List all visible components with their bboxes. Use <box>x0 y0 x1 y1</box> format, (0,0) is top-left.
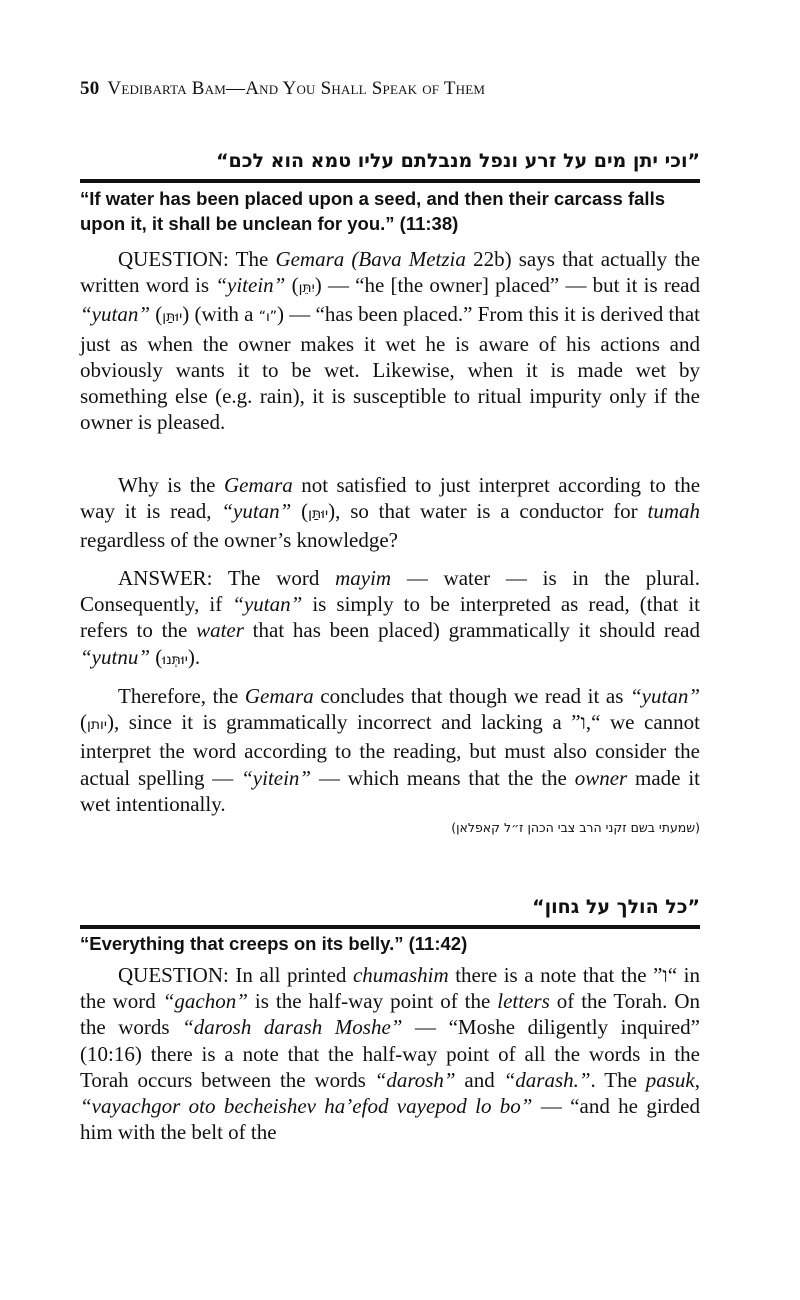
question-paragraph: QUESTION: In all printed chumashim there is a note that the ”ו“ in the word “gachon” is the half-way point of the letters of the Torah. On the words “darosh darash Moshe” — “Moshe diligently inquired” (10:16) there is a note that the half-way point of all the words in the Torah occurs between the words “darosh” and “darash.”. The pasuk, “vayachgor oto becheishev ha’efod vayepod lo bo” — “and he girded him with the belt of the <box>80 963 701 1145</box>
conclusion-paragraph: Therefore, the Gemara concludes that though we read it as “yutan” (יותן), since it is grammatically incorrect and lacking a ”ו,“ we cannot interpret the word according to the reading, but must also consider the actual spelling — “yitein” — which means that the the owner made it wet intentionally. <box>80 684 700 816</box>
book-title: Vedibarta Bam—And You Shall Speak of Them <box>107 78 486 99</box>
section-divider <box>80 925 700 929</box>
answer-paragraph: ANSWER: The word mayim — water — is in the plural. Consequently, if “yutan” is simply to be interpreted as read, (that it refers to the water that has been placed) grammatically it should read “yutnu” (יוּתְּנוּ). <box>80 566 700 669</box>
source-attribution: (שמעתי בשם זקני הרב צבי הכהן ז״ל קאפלאן) <box>451 820 700 835</box>
running-head <box>80 78 700 100</box>
page-number: 50 <box>80 78 100 99</box>
verse-translation: “If water has been placed upon a seed, and then their carcass falls upon it, it shall be unclean for you.” (11:38) <box>80 188 665 234</box>
hebrew-verse-heading: ”וכי יתן מים על זרע ונפל מנבלתם עליו טמא הוא לכם“ <box>216 150 700 172</box>
section-divider <box>80 179 700 183</box>
hebrew-verse-heading: ”כל הולך על גחון“ <box>532 896 700 918</box>
question-paragraph: QUESTION: The Gemara (Bava Metzia 22b) says that actually the written word is “yitein” (יִתֵּן) — “he [the owner] placed” — but it is read “yutan” (יוּתַּן) (with a ”ו“) — “has been placed.” From this it is derived that just as when the owner makes it wet he is aware of his actions and obviously wants it to be wet. Likewise, when it is made wet by something else (e.g. rain), it is susceptible to ritual impurity only if the owner is pleased. <box>80 247 701 435</box>
verse-translation: “Everything that creeps on its belly.” (11:42) <box>80 933 468 954</box>
followup-paragraph: Why is the Gemara not satisfied to just interpret according to the way it is read, “yutan” (יוּתַּן), so that water is a conductor for tumah regardless of the owner’s knowledge? <box>80 473 701 553</box>
